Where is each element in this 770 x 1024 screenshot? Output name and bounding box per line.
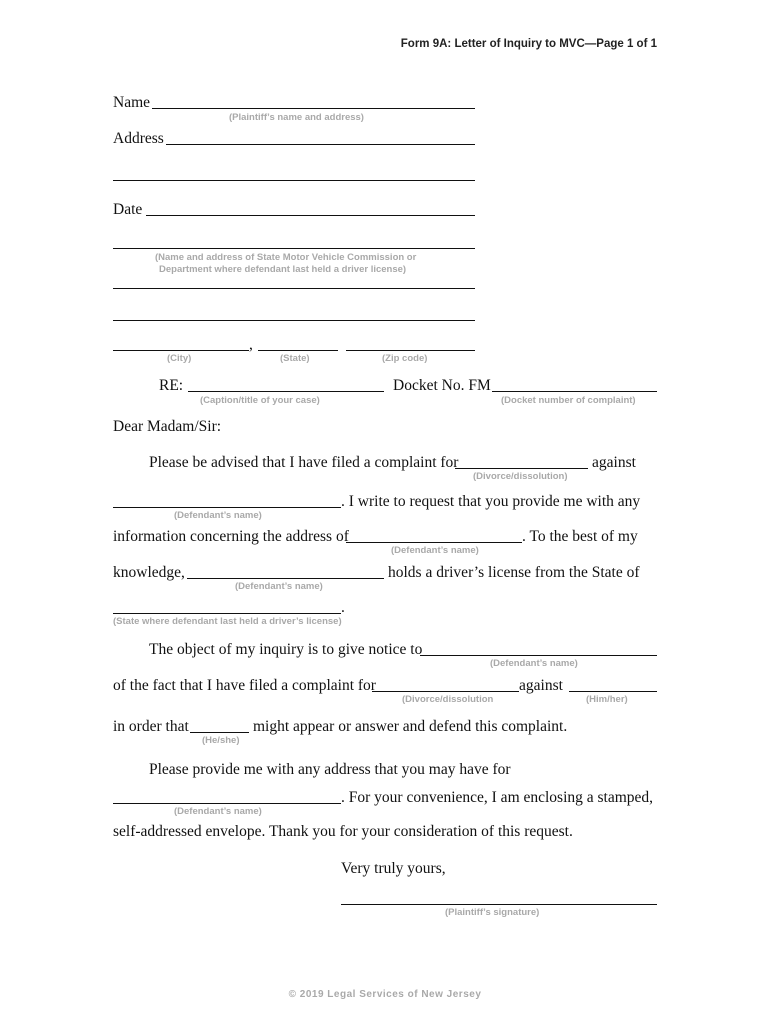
docket-field[interactable] [492, 391, 657, 392]
date-label: Date [113, 201, 143, 218]
form-title: Form 9A: Letter of Inquiry to MVC—Page 1 of 1 [400, 38, 657, 50]
city-hint: (City) [167, 353, 192, 364]
city-field[interactable] [113, 350, 249, 351]
p1-start: Please be advised that I have filed a complaint for [149, 454, 459, 471]
he-she-hint: (He/she) [202, 735, 240, 746]
p1-end: against [592, 454, 636, 471]
defendant-name-field-4[interactable] [113, 803, 341, 804]
p3-start: Please provide me with any address that you may have for [149, 761, 511, 778]
recipient-address-field-1[interactable] [113, 288, 475, 289]
defendant-name-hint-3: (Defendant’s name) [235, 581, 323, 592]
p1-line2: . I write to request that you provide me with any [341, 493, 641, 510]
notice-defendant-field[interactable] [420, 655, 657, 656]
name-field[interactable] [152, 108, 475, 109]
p2-line3-start: in order that [113, 718, 189, 735]
valediction: Very truly yours, [341, 860, 446, 877]
he-she-field[interactable] [190, 732, 249, 733]
notice-defendant-hint: (Defendant’s name) [490, 658, 578, 669]
p2-line3-end: might appear or answer and defend this complaint. [253, 718, 568, 735]
zip-field[interactable] [346, 350, 475, 351]
p1-line3-end: . To the best of my [522, 528, 638, 545]
divorce-hint-2: (Divorce/dissolution [402, 694, 494, 705]
p1-line4-start: knowledge, [113, 564, 185, 581]
p3-line3: self-addressed envelope. Thank you for your consideration of this request. [113, 823, 573, 840]
defendant-name-hint-1: (Defendant’s name) [174, 510, 262, 521]
copyright-footer: © 2019 Legal Services of New Jersey [288, 989, 482, 1000]
p2-line2-start: of the fact that I have filed a complaint for [113, 677, 376, 694]
city-comma: , [249, 336, 253, 353]
address-label: Address [113, 130, 164, 147]
p2-line2-mid: against [519, 677, 563, 694]
zip-hint: (Zip code) [382, 353, 428, 364]
p1-period: . [341, 599, 345, 616]
him-her-hint: (Him/her) [586, 694, 628, 705]
license-state-field[interactable] [113, 613, 341, 614]
him-her-field[interactable] [569, 691, 657, 692]
defendant-name-hint-2: (Defendant’s name) [391, 545, 479, 556]
re-label: RE: [159, 377, 184, 394]
recipient-hint-line2: Department where defendant last held a driver license) [159, 264, 407, 275]
recipient-hint-line1: (Name and address of State Motor Vehicle Commission or [155, 252, 417, 263]
salutation: Dear Madam/Sir: [113, 418, 222, 435]
caption-field[interactable] [188, 391, 384, 392]
defendant-name-field-3[interactable] [187, 578, 384, 579]
state-hint: (State) [280, 353, 310, 364]
defendant-name-field-1[interactable] [113, 507, 341, 508]
address-field-1[interactable] [166, 144, 475, 145]
state-field[interactable] [258, 350, 338, 351]
recipient-address-field-2[interactable] [113, 320, 475, 321]
signature-field[interactable] [341, 904, 657, 905]
docket-label: Docket No. FM [393, 377, 491, 394]
name-label: Name [113, 94, 151, 111]
address-field-2[interactable] [113, 180, 475, 181]
license-state-hint: (State where defendant last held a driver’s license) [113, 616, 342, 627]
recipient-name-field[interactable] [113, 248, 475, 249]
date-field[interactable] [146, 215, 475, 216]
name-hint: (Plaintiff’s name and address) [229, 112, 364, 123]
complaint-type-field-2[interactable] [372, 691, 519, 692]
signature-hint: (Plaintiff’s signature) [445, 907, 540, 918]
complaint-type-field[interactable] [455, 468, 588, 469]
divorce-hint: (Divorce/dissolution) [473, 471, 568, 482]
defendant-name-field-2[interactable] [346, 542, 522, 543]
defendant-name-hint-4: (Defendant’s name) [174, 806, 262, 817]
p1-line4-end: holds a driver’s license from the State of [388, 564, 640, 581]
p2-start: The object of my inquiry is to give notice to [149, 641, 423, 658]
docket-hint: (Docket number of complaint) [501, 395, 636, 406]
caption-hint: (Caption/title of your case) [200, 395, 320, 406]
p1-line3-start: information concerning the address of [113, 528, 349, 545]
p3-line2: . For your convenience, I am enclosing a stamped, [341, 789, 654, 806]
